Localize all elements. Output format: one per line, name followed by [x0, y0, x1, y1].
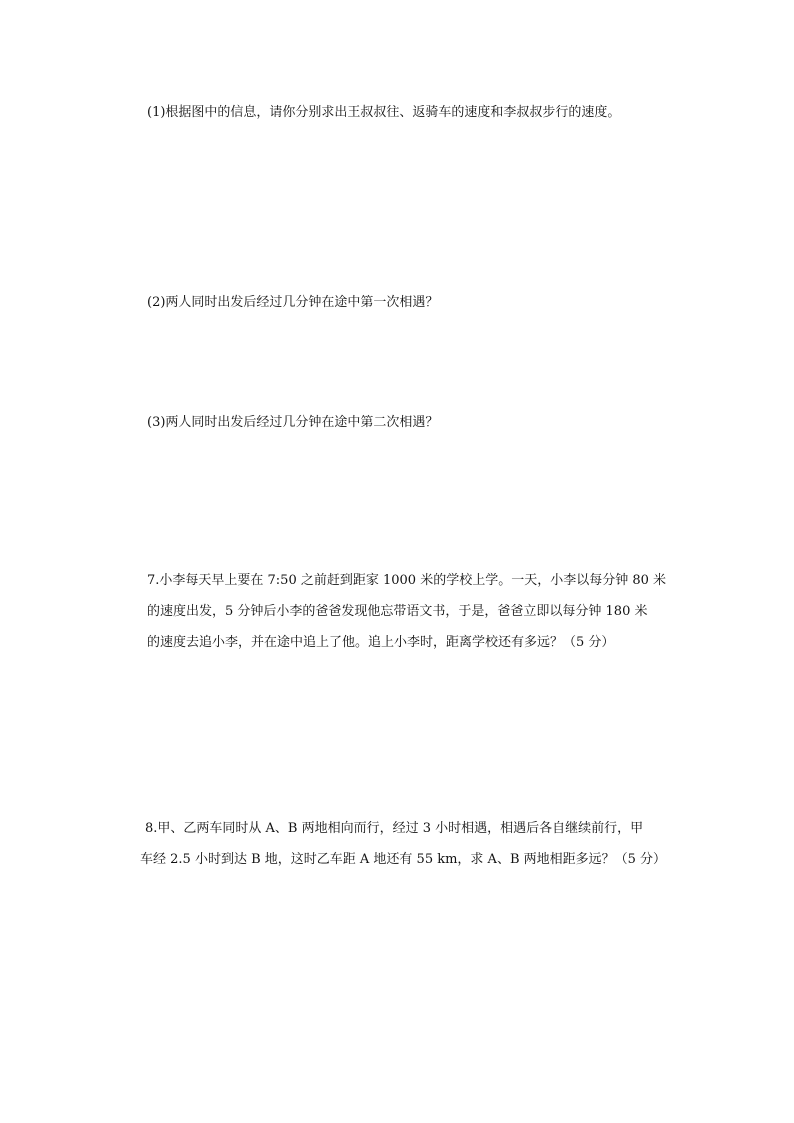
question-8-line-2: 车经 2.5 小时到达 B 地，这时乙车距 A 地还有 55 km，求 A、B 两地相距多远？（5 分）: [140, 852, 667, 867]
question-8-line-1: 8.甲、乙两车同时从 A、B 两地相向而行，经过 3 小时相遇，相遇后各自继续前行，甲: [145, 821, 644, 836]
question-6-part-1: (1)根据图中的信息，请你分别求出王叔叔往、返骑车的速度和李叔叔步行的速度。: [147, 105, 621, 120]
question-7-line-2: 的速度出发，5 分钟后小李的爸爸发现他忘带语文书，于是，爸爸立即以每分钟 180 米: [147, 604, 648, 619]
question-6-part-3: (3)两人同时出发后经过几分钟在途中第二次相遇？: [147, 415, 439, 430]
question-7-line-1: 7.小李每天早上要在 7:50 之前赶到距家 1000 米的学校上学。一天，小李以每分钟 80 米: [147, 573, 667, 588]
question-6-part-2: (2)两人同时出发后经过几分钟在途中第一次相遇？: [147, 295, 439, 310]
question-7-line-3: 的速度去追小李，并在途中追上了他。追上小李时，距离学校还有多远？（5 分）: [147, 635, 615, 650]
